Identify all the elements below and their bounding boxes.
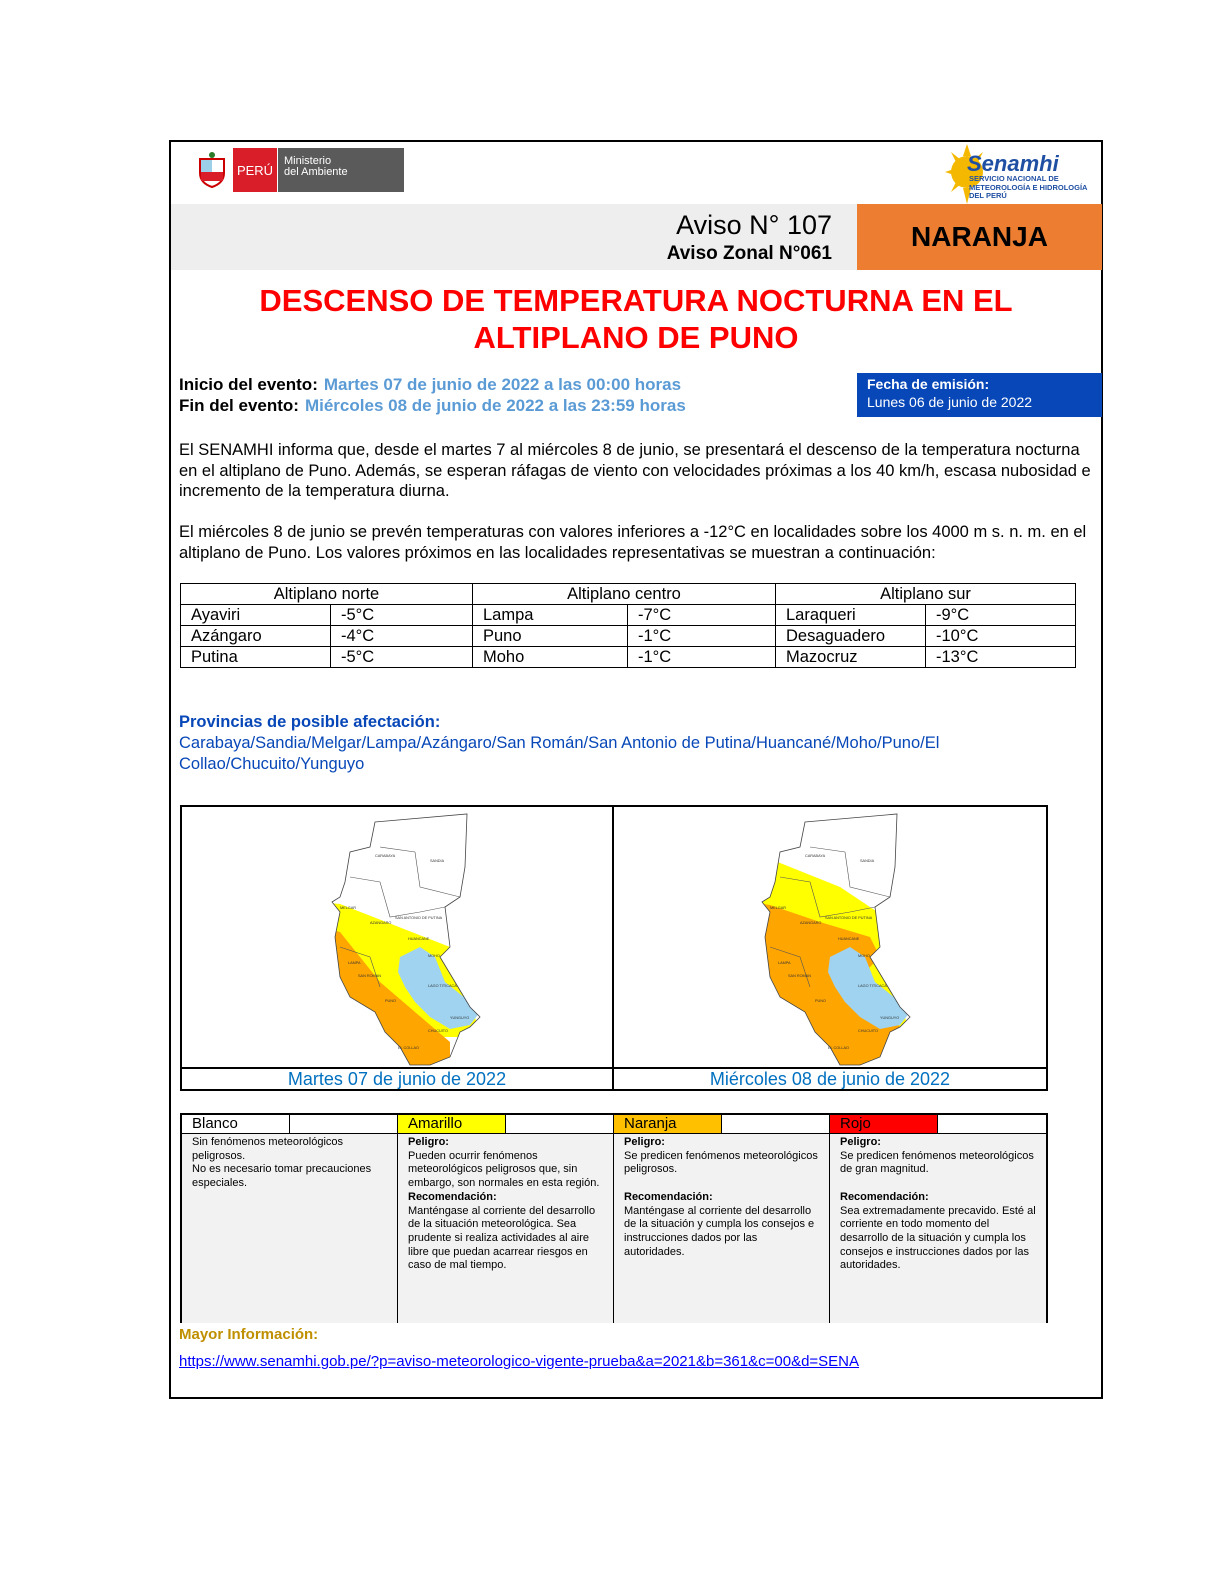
- locality: Putina: [181, 647, 331, 668]
- senamhi-logo: [945, 144, 1095, 204]
- aviso-number: Aviso N° 107: [676, 210, 832, 240]
- more-info-link[interactable]: https://www.senamhi.gob.pe/?p=aviso-meteorologico-vigente-prueba&a=2021&b=361&c=00&d=SENA: [179, 1353, 860, 1370]
- senamhi-subtitle: SERVICIO NACIONAL DE METEOROLOGÍA E HIDROLOGÍA DEL PERÚ: [969, 174, 1088, 200]
- locality: Desaguadero: [776, 626, 926, 647]
- locality: Lampa: [473, 605, 628, 626]
- locality: Moho: [473, 647, 628, 668]
- header-norte: Altiplano norte: [181, 584, 473, 605]
- legend-naranja-text: [614, 1134, 830, 1323]
- more-info-label: Mayor Información:: [179, 1326, 319, 1343]
- map-label-lago: LAGO TITICACA: [858, 984, 887, 988]
- map-label-yunguyo: YUNGUYO: [880, 1016, 900, 1020]
- emission-value: Lunes 06 de junio de 2022: [867, 394, 1033, 410]
- recomendacion-text: Manténgase al corriente del desarrollo de la situación meteorológica. Sea prudente si realiza actividades al aire libre que puedan acarrear riesgos en caso de mal tiempo.: [408, 1204, 596, 1272]
- map-label-collao: EL COLLAO: [828, 1046, 849, 1050]
- emission-label: Fecha de emisión:: [867, 376, 990, 392]
- table-row: [181, 605, 1076, 626]
- temperature: -1°C: [628, 626, 776, 647]
- map-caption-day1: Martes 07 de junio de 2022: [182, 1067, 614, 1089]
- event-end-value: Miércoles 08 de junio de 2022 a las 23:59 horas: [304, 396, 686, 415]
- maps-panel: [180, 805, 1048, 1091]
- locality: Puno: [473, 626, 628, 647]
- event-end-label: Fin del evento:: [179, 396, 299, 415]
- map-label-sanroman: SAN ROMAN: [358, 974, 381, 978]
- map-label-yunguyo: YUNGUYO: [450, 1016, 470, 1020]
- aviso-zonal: Aviso Zonal N°061: [666, 243, 832, 264]
- legend-blanco-text: Sin fenómenos meteorológicos peligrosos. No es necesario tomar precauciones especiales.: [182, 1134, 398, 1323]
- map-label-sanroman: SAN ROMAN: [788, 974, 811, 978]
- recomendacion-label: Recomendación:: [624, 1190, 713, 1203]
- temperature: -1°C: [628, 647, 776, 668]
- provinces-list: Carabaya/Sandia/Melgar/Lampa/Azángaro/San Román/San Antonio de Putina/Huancané/Moho/Puno/El Collao/Chucuito/Yunguyo: [179, 734, 940, 773]
- recomendacion-text: Manténgase al corriente del desarrollo de la situación y cumpla los consejos e instrucciones dados por las autoridades.: [624, 1204, 815, 1258]
- legend-blanco-label: Blanco: [182, 1115, 290, 1133]
- map-label-puno: PUNO: [815, 999, 826, 1003]
- puno-province-map: [320, 807, 500, 1067]
- legend-rojo-text: [830, 1134, 1046, 1323]
- map-label-lampa: LAMPA: [778, 961, 791, 965]
- peru-label: PERÚ: [233, 148, 277, 192]
- map-caption-day2: Miércoles 08 de junio de 2022: [614, 1067, 1046, 1089]
- paragraph-2: El miércoles 8 de junio se prevén temperaturas con valores inferiores a -12°C en localidades sobre los 4000 m s. n. m. en el altiplano de Puno. Los valores próximos en las localidades representativas se muestran a continuación:: [179, 523, 1087, 562]
- peligro-label: Peligro:: [840, 1136, 881, 1148]
- table-row: [181, 647, 1076, 668]
- table-row: [181, 626, 1076, 647]
- title-line1: DESCENSO DE TEMPERATURA NOCTURNA EN EL: [259, 283, 1013, 318]
- title-line2: ALTIPLANO DE PUNO: [473, 320, 799, 355]
- header-sur: Altiplano sur: [776, 584, 1076, 605]
- map-label-putina: SAN ANTONIO DE PUTINA: [825, 916, 873, 920]
- event-start: [179, 375, 681, 395]
- map-label-carabaya: CARABAYA: [805, 854, 826, 858]
- map-label-huancane: HUANCANE: [408, 937, 430, 941]
- temperature: -9°C: [926, 605, 1076, 626]
- legend-naranja-label: Naranja: [614, 1115, 722, 1133]
- map-label-melgar: MELGAR: [340, 906, 357, 910]
- temperature: -4°C: [331, 626, 473, 647]
- event-start-value: Martes 07 de junio de 2022 a las 00:00 horas: [323, 375, 682, 394]
- map-label-azangaro: AZANGARO: [370, 921, 392, 925]
- legend-blanco-swatch: [290, 1115, 398, 1133]
- peligro-text: Se predicen fenómenos meteorológicos de gran magnitud.: [840, 1149, 1034, 1176]
- map-label-puno: PUNO: [385, 999, 396, 1003]
- recomendacion-label: Recomendación:: [840, 1190, 929, 1203]
- legend-amarillo-label: Amarillo: [398, 1115, 506, 1133]
- peligro-label: Peligro:: [408, 1136, 449, 1148]
- map-label-huancane: HUANCANE: [838, 937, 860, 941]
- provinces-label: Provincias de posible afectación:: [179, 713, 441, 731]
- temperature: -7°C: [628, 605, 776, 626]
- map-label-chucuito: CHUCUITO: [858, 1029, 878, 1033]
- peligro-label: Peligro:: [624, 1136, 665, 1148]
- emission-date-box: [857, 373, 1102, 417]
- map-day2: [614, 807, 1046, 1067]
- senamhi-text: Senamhi: [967, 151, 1059, 176]
- map-label-sandia: SANDIA: [430, 859, 445, 863]
- locality: Mazocruz: [776, 647, 926, 668]
- map-label-collao: EL COLLAO: [398, 1046, 419, 1050]
- puno-province-map: [750, 807, 930, 1067]
- map-label-azangaro: AZANGARO: [800, 921, 822, 925]
- event-end: [179, 396, 686, 416]
- locality: Laraqueri: [776, 605, 926, 626]
- locality: Azángaro: [181, 626, 331, 647]
- temperature-table: [180, 583, 1076, 668]
- alert-level-badge: NARANJA: [857, 204, 1102, 270]
- ministry-label: [277, 148, 404, 192]
- map-label-putina: SAN ANTONIO DE PUTINA: [395, 916, 443, 920]
- map-label-melgar: MELGAR: [770, 906, 787, 910]
- temperature: -10°C: [926, 626, 1076, 647]
- peru-ministerio-logo: [195, 148, 404, 192]
- ministry-line1: Ministerio: [284, 155, 332, 167]
- paragraph-1: El SENAMHI informa que, desde el martes 7 al miércoles 8 de junio, se presentará el descenso de la temperatura nocturna en el altiplano de Puno. Además, se esperan ráfagas de viento con velocidades próximas a los 40 km/h, escasa nubosidad e incremento de la temperatura diurna.: [179, 441, 1091, 500]
- recomendacion-text: Sea extremadamente precavido. Esté al corriente en todo momento del desarrollo de la situación y cumpla los consejos e instrucciones dados por las autoridades.: [840, 1204, 1036, 1272]
- map-label-carabaya: CARABAYA: [375, 854, 396, 858]
- peligro-text: Se predicen fenómenos meteorológicos peligrosos.: [624, 1149, 818, 1176]
- recomendacion-label: Recomendación:: [408, 1190, 497, 1203]
- peligro-text: Pueden ocurrir fenómenos meteorológicos peligrosos que, sin embargo, son normales en esta región.: [408, 1149, 600, 1190]
- temperature: -5°C: [331, 647, 473, 668]
- legend-rojo-label: Rojo: [830, 1115, 938, 1133]
- map-label-lampa: LAMPA: [348, 961, 361, 965]
- header-centro: Altiplano centro: [473, 584, 776, 605]
- provinces-section: [179, 712, 1079, 775]
- map-label-chucuito: CHUCUITO: [428, 1029, 448, 1033]
- event-start-label: Inicio del evento:: [179, 375, 318, 394]
- map-day1: [182, 807, 614, 1067]
- map-label-moho: MOHO: [428, 954, 440, 958]
- temperature: -5°C: [331, 605, 473, 626]
- alert-level-legend: [180, 1113, 1048, 1323]
- temperature: -13°C: [926, 647, 1076, 668]
- legend-spacer: [506, 1115, 614, 1133]
- legend-amarillo-text: [398, 1134, 614, 1323]
- alert-title: [171, 282, 1101, 356]
- map-label-lago: LAGO TITICACA: [428, 984, 457, 988]
- ministry-line2: del Ambiente: [284, 166, 348, 178]
- legend-spacer: [722, 1115, 830, 1133]
- map-label-moho: MOHO: [858, 954, 870, 958]
- map-label-sandia: SANDIA: [860, 859, 875, 863]
- locality: Ayaviri: [181, 605, 331, 626]
- coat-of-arms-icon: [195, 148, 229, 192]
- legend-spacer: [938, 1115, 1046, 1133]
